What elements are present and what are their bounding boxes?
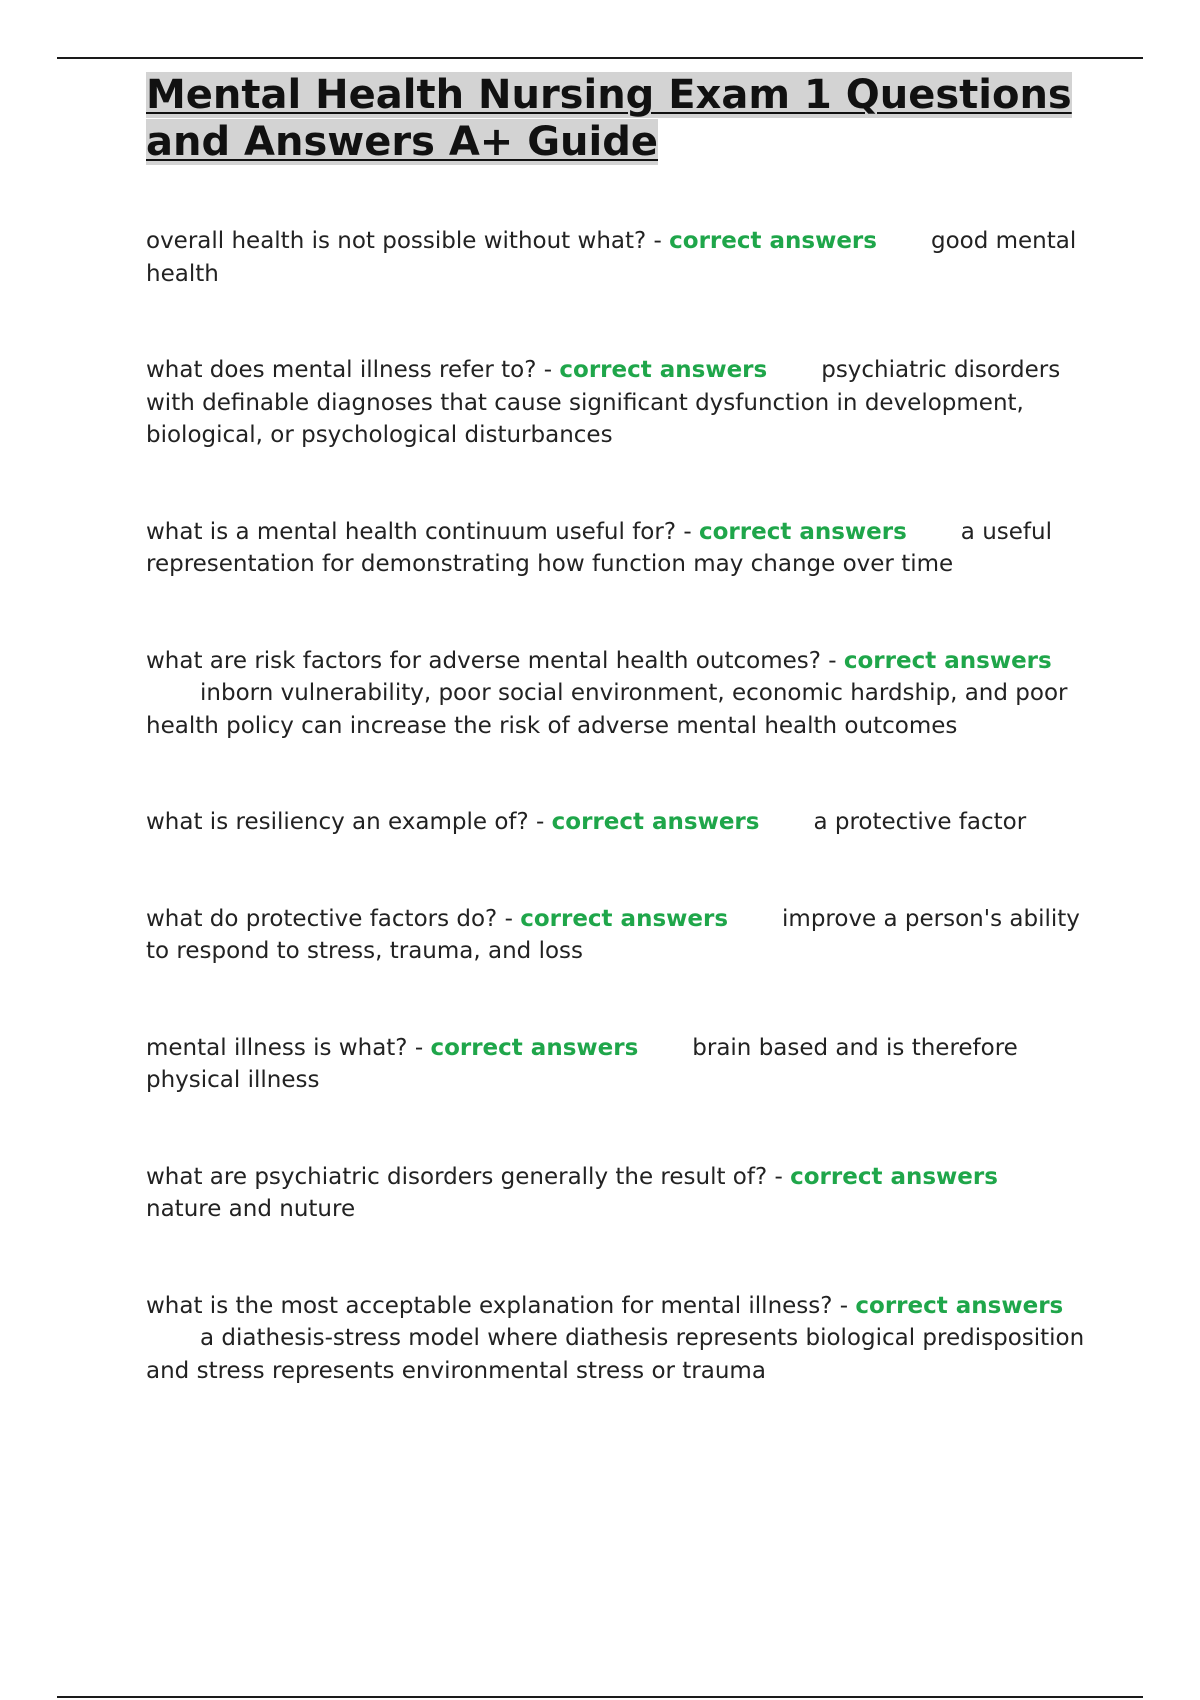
question-text: what do protective factors do?	[146, 905, 498, 932]
question-text: what does mental illness refer to?	[146, 357, 537, 383]
correct-answers-label: correct answers	[520, 905, 729, 932]
qa-item	[146, 645, 1086, 743]
correct-answers-label: correct answers	[430, 1034, 639, 1061]
qa-item	[146, 516, 1086, 581]
correct-answers-label: correct answers	[551, 809, 760, 835]
separator: -	[820, 647, 844, 674]
separator: -	[536, 357, 560, 383]
question-text: what is a mental health continuum useful for?	[146, 518, 677, 545]
qa-item	[146, 806, 1086, 839]
answer-text: psychiatric disorders with definable diagnoses that cause significant dysfunction in development, biological, or psychological disturbances	[146, 357, 1061, 448]
answer-text: improve a person's ability to respond to stress, trauma, and loss	[146, 905, 1080, 964]
answer-text: brain based and is therefore physical illness	[146, 1034, 1018, 1093]
correct-answers-label: correct answers	[669, 228, 877, 254]
separator: -	[407, 1034, 431, 1061]
answer-text: nature and nuture	[146, 1196, 356, 1222]
qa-item	[146, 354, 1086, 452]
answer-text: a protective factor	[813, 809, 1027, 835]
answer-text: inborn vulnerability, poor social environment, economic hardship, and poor health policy can increase the risk of adverse mental health outcomes	[146, 680, 1068, 739]
top-divider	[57, 57, 1143, 59]
question-text: what is the most acceptable explanation for mental illness?	[146, 1292, 833, 1319]
answer-text: good mental health	[146, 228, 1077, 287]
qa-item	[146, 1032, 1086, 1097]
separator: -	[676, 518, 699, 545]
question-text: overall health is not possible without what?	[146, 228, 647, 254]
correct-answers-label: correct answers	[790, 1163, 998, 1190]
qa-item	[146, 1290, 1086, 1388]
qa-item	[146, 1161, 1086, 1226]
correct-answers-label: correct answers	[698, 518, 907, 545]
separator: -	[528, 809, 552, 835]
separator: -	[497, 905, 521, 932]
correct-answers-label: correct answers	[559, 357, 768, 383]
bottom-divider	[57, 1696, 1143, 1698]
question-text: what are risk factors for adverse mental health outcomes?	[146, 647, 821, 674]
answer-text: a useful representation for demonstrating how function may change over time	[146, 518, 1052, 577]
document-title-text: Mental Health Nursing Exam 1 Questions and Answers A+ Guide	[146, 72, 1072, 165]
qa-item	[146, 225, 1086, 290]
correct-answers-label: correct answers	[843, 647, 1052, 674]
qa-item	[146, 903, 1086, 968]
document-title	[146, 72, 1086, 166]
question-text: what are psychiatric disorders generally the result of?	[146, 1163, 768, 1190]
answer-text: a diathesis-stress model where diathesis represents biological predisposition and stress represents environmental stress or trauma	[146, 1325, 1085, 1384]
separator: -	[767, 1163, 791, 1190]
document-page	[146, 72, 1086, 1387]
question-text: mental illness is what?	[146, 1034, 408, 1061]
question-text: what is resiliency an example of?	[146, 809, 529, 835]
qa-list	[146, 225, 1086, 1387]
separator: -	[832, 1292, 856, 1319]
correct-answers-label: correct answers	[855, 1292, 1064, 1319]
separator: -	[646, 228, 670, 254]
